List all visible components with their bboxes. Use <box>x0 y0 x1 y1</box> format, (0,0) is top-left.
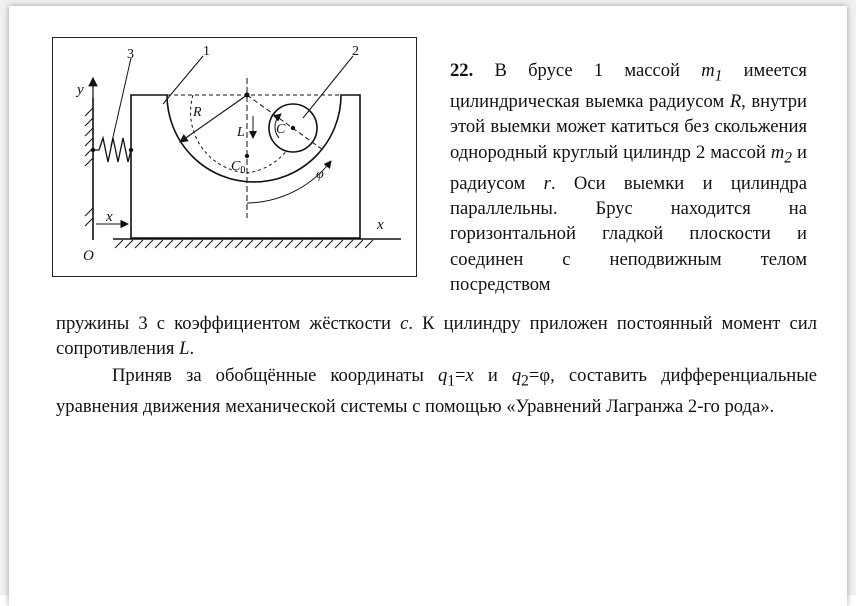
leader-1 <box>163 56 203 104</box>
ground-hatching <box>115 240 373 248</box>
block-body <box>131 95 360 238</box>
label-1: 1 <box>203 44 210 59</box>
label-3: 3 <box>127 47 134 62</box>
label-2: 2 <box>352 44 359 59</box>
document-page <box>9 6 847 606</box>
leader-3 <box>111 58 131 146</box>
label-R: R <box>193 105 202 120</box>
label-C: C <box>276 122 286 137</box>
c0-point <box>245 154 249 158</box>
problem-statement: 22. В брусе 1 массой $m_1$ имеется цилиндрическая выемка радиусом R, внутри этой выемки может катиться без скольжения однородный круглый цилиндр 2 массой $m_2$ и радиусом r. Оси выемки и цилиндра параллельны. Брус находится на горизонтальной гладкой плоскости и соединен с неподвижным телом посредством <box>450 60 807 295</box>
label-origin: O <box>83 248 94 264</box>
mechanism-figure <box>52 37 417 277</box>
paragraph-spring: пружины 3 с коэффициентом жёсткости c. К цилиндру приложен постоянный момент сил сопротивления L. <box>56 313 818 360</box>
wall-hatching <box>85 108 93 226</box>
label-y: y <box>77 82 84 98</box>
paragraph-task: Приняв за обобщённые координаты $q_1=x$ и $q_2=\varphi$, составить дифференциальные уравнения движения механической системы с помощью «Уравнений Лагранжа 2-го рода». <box>56 365 818 418</box>
label-L: L <box>237 125 245 140</box>
label-x-axis: x <box>377 217 384 233</box>
label-x-disp: x <box>106 209 113 225</box>
mechanism-drawing <box>53 38 416 276</box>
cylinder-center <box>291 126 295 130</box>
problem-number: 22. <box>450 60 474 81</box>
label-C0: $C_0$ <box>231 159 246 176</box>
label-phi: φ <box>316 167 324 182</box>
cavity-center <box>245 93 250 98</box>
